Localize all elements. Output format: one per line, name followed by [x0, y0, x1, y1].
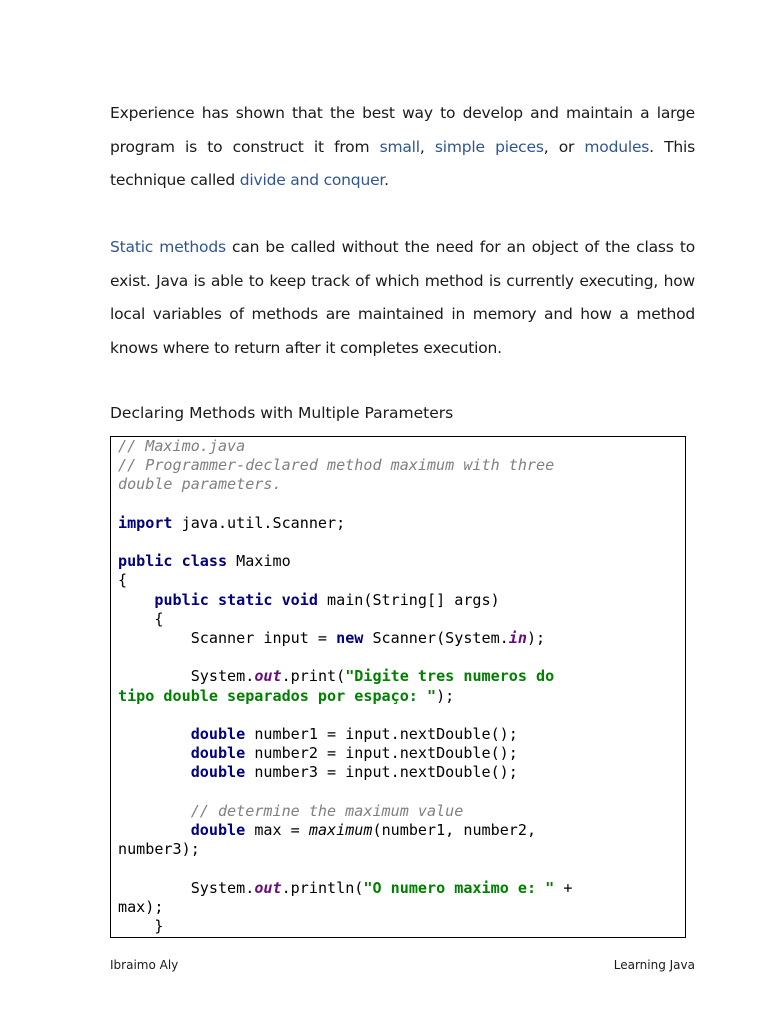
code-line-21 [191, 821, 536, 839]
code-keyword: double [190, 725, 246, 744]
code-keyword: double [190, 744, 246, 763]
code-field: in [508, 629, 527, 648]
code-line-7 [118, 552, 291, 570]
code-field: out [254, 667, 282, 686]
code-text: Scanner(System. [363, 629, 509, 648]
code-text: + [554, 878, 573, 897]
code-field: out [254, 878, 282, 897]
code-text: number2 = input.nextDouble(); [245, 744, 518, 763]
code-text: Scanner input = [190, 629, 337, 648]
code-text: System. [190, 667, 255, 686]
footer-title: Learning Java [613, 958, 695, 972]
code-text: System. [190, 878, 255, 897]
highlight-small: small [379, 137, 420, 156]
code-line-17 [191, 744, 518, 762]
code-line-11 [191, 629, 545, 647]
code-text: number3 = input.nextDouble(); [245, 763, 518, 782]
code-line-10: { [154, 609, 164, 628]
code-keyword: new [336, 629, 364, 648]
intro-text-4: . This technique called [110, 137, 696, 189]
code-text: ); [526, 629, 546, 648]
code-listing-box [110, 436, 686, 938]
code-keyword: import [118, 513, 173, 532]
code-line-16 [191, 725, 518, 743]
code-text: java.util.Scanner; [172, 513, 346, 532]
code-text: number1 = input.nextDouble(); [245, 725, 518, 744]
code-line-9 [154, 591, 499, 609]
code-line-14 [118, 687, 454, 705]
intro-text-5: . [384, 171, 389, 189]
code-line-25: max); [118, 897, 164, 916]
static-methods-paragraph [110, 231, 695, 365]
section-heading: Declaring Methods with Multiple Parameters [110, 404, 454, 422]
code-string: tipo double separados por espaço: " [118, 686, 437, 705]
code-keyword: double [190, 763, 246, 782]
intro-text-3: , or [543, 137, 585, 156]
code-text: Maximo [227, 552, 291, 571]
static-methods-text: can be called without the need for an object of the class to exist. Java is able to keep track of which method is currently executing, how local variables of methods are maintained in memory and how a method knows where to return after it completes execution. [110, 238, 695, 357]
code-string: "Digite tres numeros do [345, 667, 555, 686]
code-string: "O numero maximo e: " [363, 878, 555, 897]
code-keyword: public class [118, 552, 228, 571]
code-keyword: public static void [154, 590, 318, 609]
code-line-8: { [118, 571, 128, 590]
code-keyword: double [190, 821, 246, 840]
code-line-1: // Maximo.java [118, 437, 246, 455]
code-line-24 [191, 879, 573, 897]
code-line-3: double parameters. [118, 475, 282, 494]
code-line-2: // Programmer-declared method maximum with three [118, 456, 555, 475]
code-line-5 [118, 514, 345, 532]
code-line-13 [191, 667, 555, 685]
code-text: main(String[] args) [317, 590, 500, 609]
intro-text-1: Experience has shown that the best way to develop and maintain a large program is to construct it from [110, 104, 695, 156]
highlight-static-methods: Static methods [110, 238, 226, 256]
highlight-simple-pieces: simple pieces [434, 137, 544, 156]
code-listing [118, 437, 679, 936]
code-text: ); [436, 686, 455, 705]
intro-text-2: , [419, 137, 435, 156]
code-line-22: number3); [118, 840, 200, 859]
code-line-18 [191, 763, 518, 781]
code-text: .println( [281, 878, 364, 897]
highlight-divide-and-conquer: divide and conquer [239, 171, 385, 189]
code-line-26: } [154, 917, 164, 936]
code-text: max = [245, 821, 309, 840]
code-text: (number1, number2, [372, 821, 537, 840]
intro-paragraph [110, 97, 695, 198]
code-text: .print( [281, 667, 346, 686]
highlight-modules: modules [584, 137, 650, 156]
code-method-call: maximum [308, 821, 373, 840]
footer-author: Ibraimo Aly [110, 958, 179, 972]
code-line-20: // determine the maximum value [190, 801, 464, 820]
